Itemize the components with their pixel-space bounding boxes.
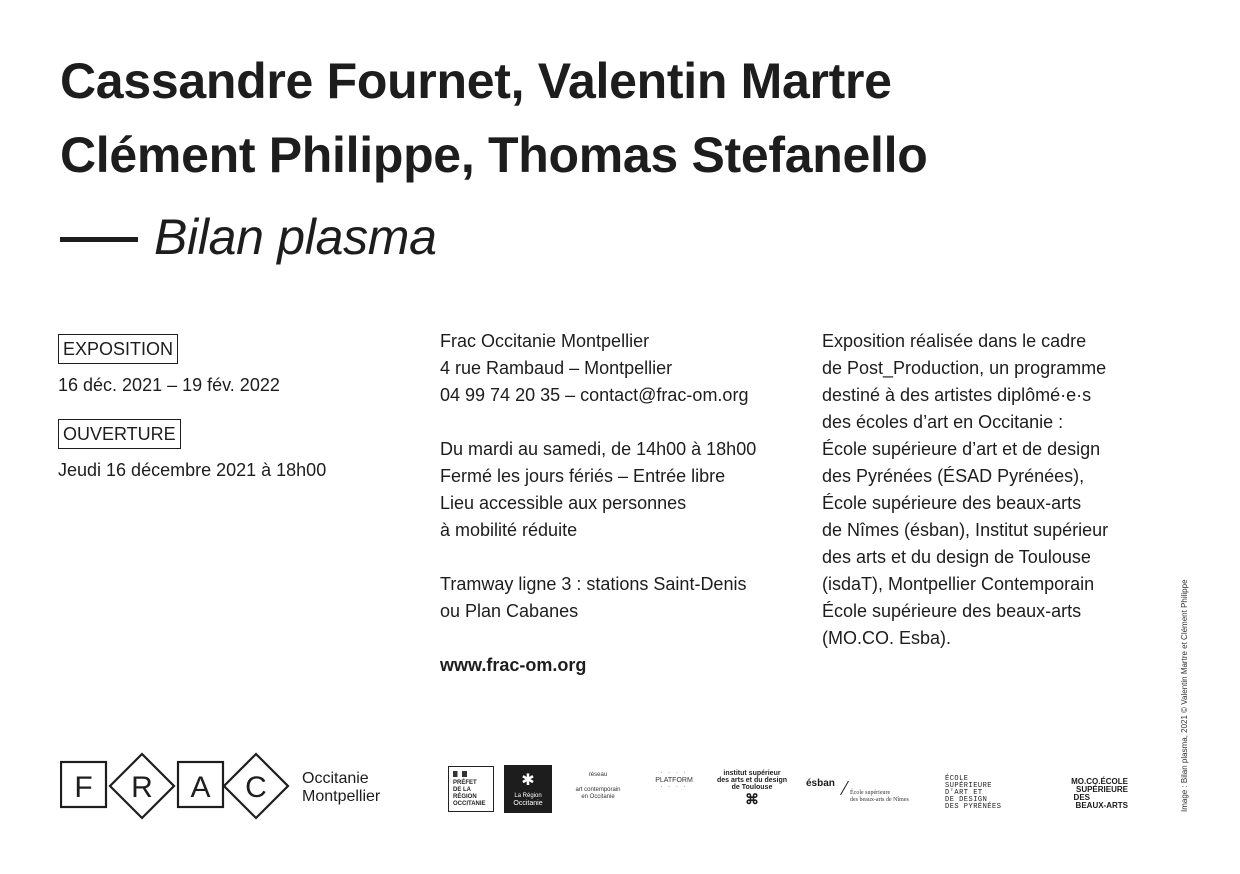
reseau-logo — [570, 772, 626, 801]
esad-line: SUPÉRIEURE — [945, 782, 993, 790]
about-line: École supérieure des beaux-arts — [822, 493, 1082, 513]
frac-letter-r: R — [131, 771, 153, 804]
moco-line: DES — [1073, 793, 1090, 802]
esban-line: École supérieure — [850, 790, 891, 796]
about-line: (MO.CO. Esba). — [822, 628, 952, 648]
venue-name: Frac Occitanie Montpellier — [440, 331, 650, 351]
slash-icon — [840, 781, 849, 795]
esad-line: ÉCOLE — [945, 775, 969, 783]
reseau-line: en Occitanie — [581, 794, 615, 800]
about-line: de Nîmes (ésban), Institut supérieur — [822, 520, 1109, 540]
esad-line: D'ART ET — [945, 789, 983, 797]
frac-line-1: Occitanie — [302, 770, 369, 787]
prefet-line: OCCITANIE — [453, 801, 486, 807]
frac-line-2: Montpellier — [302, 788, 381, 805]
moco-line: BEAUX-ARTS — [1075, 801, 1128, 810]
esban-logo — [806, 778, 928, 808]
tram-line-2: ou Plan Cabanes — [440, 601, 579, 621]
esad-line: DE DESIGN — [945, 796, 988, 804]
moco-line: MO.CO.ÉCOLE — [1071, 777, 1128, 786]
isdat-line: des arts et du design — [716, 777, 788, 784]
about-line: Exposition réalisée dans le cadre — [822, 331, 1087, 351]
frac-region-text — [302, 770, 380, 806]
title-line-2: Clément Philippe, Thomas Stefanello — [60, 127, 928, 183]
moco-line: SUPÉRIEURE — [1075, 785, 1128, 794]
exposition-dates: 16 déc. 2021 – 19 fév. 2022 — [58, 375, 280, 395]
ouverture-date: Jeudi 16 décembre 2021 à 18h00 — [58, 460, 327, 480]
prefet-line: PRÉFET — [453, 780, 477, 786]
esad-line: DES PYRÉNÉES — [945, 803, 1002, 811]
em-dash-rule — [60, 237, 138, 242]
hours-line: Du mardi au samedi, de 14h00 à 18h00 — [440, 439, 757, 459]
esad-logo — [945, 776, 1001, 811]
closed-line: Fermé les jours fériés – Entrée libre — [440, 466, 726, 486]
dots-icon: · · · · — [660, 770, 688, 776]
about-line: des Pyrénées (ÉSAD Pyrénées), — [822, 466, 1085, 486]
isdat-line: institut supérieur — [723, 770, 781, 777]
exposition-label: EXPOSITION — [58, 334, 178, 364]
isdat-logo — [716, 770, 788, 807]
tram-line-1: Tramway ligne 3 : stations Saint-Denis — [440, 574, 747, 594]
prefet-logo — [448, 766, 494, 812]
isdat-line: de Toulouse — [731, 784, 773, 791]
platform-logo — [646, 770, 702, 791]
image-credit: Image : Bilan plasma, 2021 © Valentin Martre et Clément Philippe — [1180, 579, 1189, 812]
about-column — [822, 328, 1108, 652]
dots-icon: · · · · — [660, 784, 688, 790]
subtitle — [60, 202, 437, 272]
reseau-line: réseau — [588, 772, 608, 778]
about-line: (isdaT), Montpellier Contemporain — [822, 574, 1095, 594]
venue-address: 4 rue Rambaud – Montpellier — [440, 358, 673, 378]
dates-column — [58, 334, 326, 504]
title-line-1: Cassandre Fournet, Valentin Martre — [60, 53, 892, 109]
about-line: École supérieure des beaux-arts — [822, 601, 1082, 621]
ouverture-label: OUVERTURE — [58, 419, 181, 449]
moco-logo — [1026, 778, 1128, 810]
frac-letter-c: C — [245, 771, 267, 804]
frac-letter-a: A — [190, 771, 211, 804]
about-line: des écoles d’art en Occitanie : — [822, 412, 1064, 432]
flag-icon — [453, 771, 467, 777]
website-link[interactable]: www.frac-om.org — [440, 655, 587, 675]
esban-line: des beaux-arts de Nîmes — [850, 797, 909, 803]
esban-wordmark: ésban — [806, 778, 835, 789]
access-line-2: à mobilité réduite — [440, 520, 578, 540]
frac-letter-f: F — [74, 771, 93, 804]
about-line: destiné à des artistes diplômé·e·s — [822, 385, 1092, 405]
exhibition-title: Bilan plasma — [154, 209, 437, 265]
about-line: École supérieure d’art et de design — [822, 439, 1101, 459]
venue-contact: 04 99 74 20 35 – contact@frac-om.org — [440, 385, 749, 405]
venue-column — [440, 328, 756, 679]
prefet-line: DE LA RÉGION — [453, 787, 477, 800]
reseau-line: art contemporain — [575, 787, 621, 793]
access-line-1: Lieu accessible aux personnes — [440, 493, 687, 513]
region-occitanie-logo — [504, 765, 552, 813]
platform-label: PLATFORM — [655, 777, 693, 784]
region-line: Occitanie — [513, 800, 543, 807]
region-line: La Région — [514, 793, 542, 799]
about-line: de Post_Production, un programme — [822, 358, 1107, 378]
frac-logo — [60, 752, 290, 820]
occitan-cross-icon: ✱ — [521, 772, 535, 789]
isdat-mark-icon: ⌘ — [745, 791, 759, 807]
about-line: des arts et du design de Toulouse — [822, 547, 1091, 567]
